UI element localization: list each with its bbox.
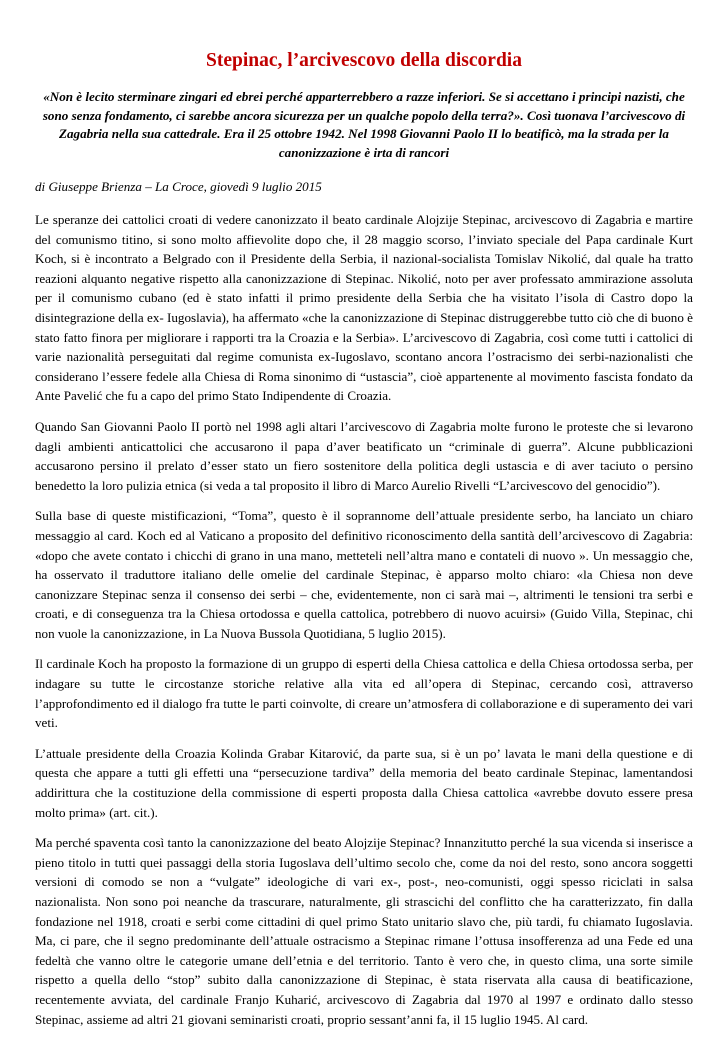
paragraph-5: L’attuale presidente della Croazia Kolinda Grabar Kitarović, da parte sua, si è un po’ lavata le mani della questione e di questa che appare a tutti gli effetti una “persecuzione tardiva” della memoria del beato cardinale Stepinac, lamentandosi addirittura che la costituzione della commissione di esperti proposta dalla Chiesa cattolica «avrebbe dovuto essere presa molto prima» (art. cit.). <box>35 745 693 820</box>
document-page <box>35 48 693 1040</box>
paragraph-6: Ma perché spaventa così tanto la canonizzazione del beato Alojzije Stepinac? Innanzitutto perché la sua vicenda si inserisce a pieno titolo in tutti quei passaggi della storia Iugoslava dell’ultimo secolo che, come da noi del resto, sono ancora soggetti versioni di comodo se non a “vulgate” ideologiche di vari ex-, post-, neo-comunisti, oggi spesso riciclati in salsa nazionalista. Non sono poi neanche da trascurare, naturalmente, gli strascichi del conflitto che ha caratterizzato, fin dalla fondazione nel 1918, croati e serbi come cittadini di quel primo Stato unitario slavo che, più tardi, fu chiamato Iugoslavia. Ma, ci pare, che il segno predominante dell’attuale ostracismo a Stepinac rimane l’ottusa insofferenza ad una Fede ed una fedeltà che vanno oltre le categorie umane dell’etnia e del territorio. Tanto è vero che, in questo clima, una sorte simile rispetto a quella dello “stop” subito dalla canonizzazione di Stepinac, è stata riservata alla causa di beatificazione, recentemente avviata, del cardinale Franjo Kuharić, arcivescovo di Zagabria dal 1970 al 1997 e ordinato dallo stesso Stepinac, assieme ad altri 21 giovani seminaristi croati, proprio sessant’anni fa, il 15 luglio 1945. Al card. <box>35 835 693 1027</box>
article-byline: di Giuseppe Brienza – La Croce, giovedì 9 luglio 2015 <box>35 179 322 194</box>
paragraph-3: Sulla base di queste mistificazioni, “Toma”, questo è il soprannome dell’attuale presidente serbo, ha lanciato un chiaro messaggio al card. Koch ed al Vaticano a proposito del definitivo riconoscimento della santità dell’arcivescovo di Zagabria: «dopo che avete contato i chicchi di grano in una mano, metteteli nell’altra mano e contateli di nuovo ». Un messaggio che, ha osservato il traduttore italiano delle omelie del cardinale Stepinac, è apparso molto chiaro: «la Chiesa non deve canonizzare Stepinac senza il consenso dei serbi – che, evidentemente, non ci sarà mai –, altrimenti le tensioni tra serbi e croati, e di conseguenza tra la Chiesa ortodossa e quella cattolica, potrebbero di nuovo acuirsi» (Guido Villa, Stepinac, chi non vuole la canonizzazione, in La Nuova Bussola Quotidiana, 5 luglio 2015). <box>35 508 693 641</box>
paragraph-1: Le speranze dei cattolici croati di vedere canonizzato il beato cardinale Alojzije Stepinac, arcivescovo di Zagabria e martire del comunismo titino, si sono molto affievolite dopo che, il 28 maggio scorso, l’inviato speciale del Papa cardinale Kurt Koch, si è incontrato a Belgrado con il Presidente della Serbia, il nazional-socialista Tomislav Nikolić, dal quale ha tratto reazioni alquanto negative rispetto alla canonizzazione di Stepinac. Nikolić, noto per aver professato ammirazione assoluta per il comunismo cubano (ed è stato infatti il primo presidente della Serbia che ha visitato l’isola di Castro dopo la disintegrazione della ex- Iugoslavia), ha affermato «che la canonizzazione di Stepinac distruggerebbe tutto ciò che di buono è stato fatto finora per migliorare i rapporti tra la Croazia e la Serbia». L’arcivescovo di Zagabria, così come tutti i cattolici di varie nazionalità perseguitati dal regime comunista ex-Iugoslavo, scontano ancora l’ostracismo dei serbi-nazionalisti che considerano l’essere fedele alla Chiesa di Roma sinonimo di “ustascia”, cioè appartenente al movimento fascista fondato da Ante Pavelić che fu a capo del primo Stato Indipendente di Croazia. <box>35 212 693 404</box>
article-title: Stepinac, l’arcivescovo della discordia <box>206 50 522 71</box>
paragraph-4: Il cardinale Koch ha proposto la formazione di un gruppo di esperti della Chiesa cattolica e della Chiesa ortodossa serba, per indagare su tutte le circostanze storiche relative alla vita ed all’opera di Stepinac, cercando così, attraverso l’approfondimento ed il dialogo fra tutte le parti coinvolte, di creare un’atmosfera di collaborazione e di superamento dei vari veti. <box>35 656 693 731</box>
paragraph-2: Quando San Giovanni Paolo II portò nel 1998 agli altari l’arcivescovo di Zagabria molte furono le proteste che si levarono dagli ambienti anticattolici che accusarono il papa d’aver beatificato un “criminale di guerra”. Alcune pubblicazioni accusarono persino il prelato d’esser stato un fiero sostenitore della politica degli ustascia e di aver taciuto o persino benedetto la loro pulizia etnica (si veda a tal proposito il libro di Marco Aurelio Rivelli “L’arcivescovo del genocidio”). <box>35 418 693 493</box>
article-lead: «Non è lecito sterminare zingari ed ebrei perché apparterrebbero a razze inferiori. Se si accettano i principi nazisti, che sono senza fondamento, ci sarebbe ancora sicurezza per un qualche popolo della terra?». Così tuonava l’arcivescovo di Zagabria nella sua cattedrale. Era il 25 ottobre 1942. Nel 1998 Giovanni Paolo II lo beatificò, ma la strada per la canonizzazione è irta di rancori <box>42 89 686 160</box>
